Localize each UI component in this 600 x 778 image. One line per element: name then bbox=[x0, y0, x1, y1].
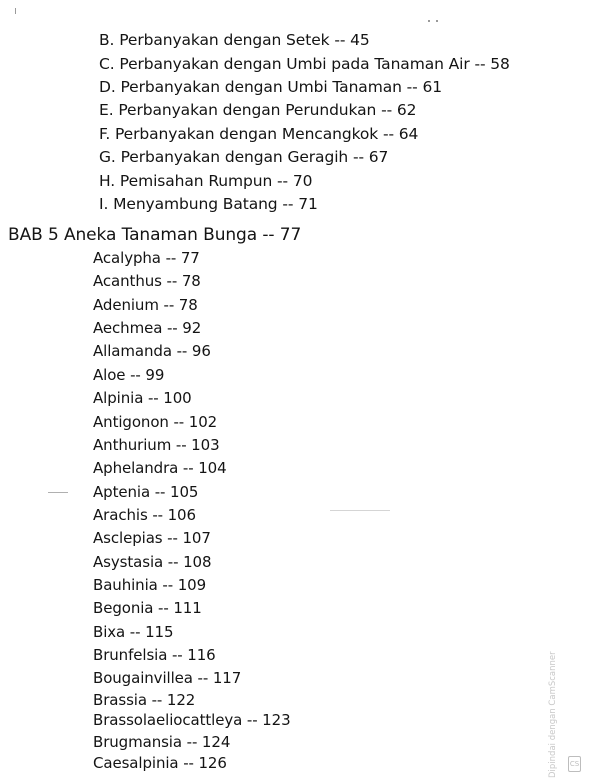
toc-subsection-i: I. Menyambung Batang -- 71 bbox=[99, 195, 318, 213]
toc-plant-entry: Arachis -- 106 bbox=[93, 506, 196, 524]
toc-subsection-d: D. Perbanyakan dengan Umbi Tanaman -- 61 bbox=[99, 78, 442, 96]
toc-plant-entry: Adenium -- 78 bbox=[93, 296, 198, 314]
toc-plant-entry: Asystasia -- 108 bbox=[93, 553, 212, 571]
scan-speck bbox=[48, 492, 68, 493]
toc-plant-entry: Caesalpinia -- 126 bbox=[93, 754, 227, 772]
toc-plant-entry: Bixa -- 115 bbox=[93, 623, 174, 641]
toc-plant-entry: Begonia -- 111 bbox=[93, 599, 202, 617]
toc-plant-entry: Acalypha -- 77 bbox=[93, 249, 200, 267]
toc-chapter-heading: BAB 5 Aneka Tanaman Bunga -- 77 bbox=[8, 225, 302, 245]
toc-subsection-b: B. Perbanyakan dengan Setek -- 45 bbox=[99, 31, 370, 49]
toc-plant-entry: Aloe -- 99 bbox=[93, 366, 165, 384]
scan-speck bbox=[330, 510, 390, 511]
toc-plant-entry: Brassolaeliocattleya -- 123 bbox=[93, 711, 291, 729]
scan-speck bbox=[436, 20, 438, 22]
toc-plant-entry: Acanthus -- 78 bbox=[93, 272, 201, 290]
toc-plant-entry: Alpinia -- 100 bbox=[93, 389, 192, 407]
toc-subsection-f: F. Perbanyakan dengan Mencangkok -- 64 bbox=[99, 125, 419, 143]
toc-subsection-h: H. Pemisahan Rumpun -- 70 bbox=[99, 172, 313, 190]
scan-speck bbox=[428, 20, 430, 22]
toc-plant-entry: Antigonon -- 102 bbox=[93, 413, 218, 431]
toc-plant-entry: Bauhinia -- 109 bbox=[93, 576, 207, 594]
scanner-watermark: Dipindai dengan CamScanner bbox=[548, 651, 558, 778]
toc-plant-entry: Bougainvillea -- 117 bbox=[93, 669, 242, 687]
toc-subsection-c: C. Perbanyakan dengan Umbi pada Tanaman Air -- 58 bbox=[99, 55, 510, 73]
toc-plant-entry: Aechmea -- 92 bbox=[93, 319, 202, 337]
toc-plant-entry: Brunfelsia -- 116 bbox=[93, 646, 216, 664]
toc-plant-entry: Aphelandra -- 104 bbox=[93, 459, 227, 477]
scan-speck bbox=[15, 8, 16, 14]
camscanner-logo-icon: CS bbox=[568, 756, 581, 772]
toc-plant-entry: Anthurium -- 103 bbox=[93, 436, 220, 454]
toc-plant-entry: Asclepias -- 107 bbox=[93, 529, 211, 547]
toc-plant-entry: Brassia -- 122 bbox=[93, 691, 196, 709]
toc-plant-entry: Allamanda -- 96 bbox=[93, 342, 211, 360]
toc-subsection-e: E. Perbanyakan dengan Perundukan -- 62 bbox=[99, 101, 417, 119]
toc-plant-entry: Brugmansia -- 124 bbox=[93, 733, 231, 751]
toc-plant-entry: Aptenia -- 105 bbox=[93, 483, 199, 501]
toc-subsection-g: G. Perbanyakan dengan Geragih -- 67 bbox=[99, 148, 389, 166]
